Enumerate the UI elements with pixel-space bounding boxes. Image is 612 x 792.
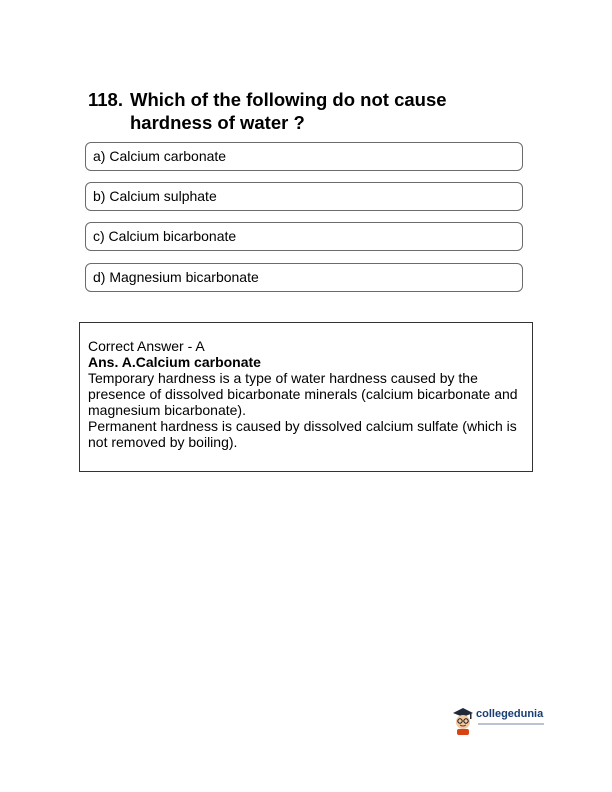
- answer-box: [79, 322, 533, 472]
- answer-explanation-1: Temporary hardness is a type of water hardness caused by the presence of dissolved bicarbonate minerals (calcium bicarbonate and magnesium bicarbonate).: [88, 370, 518, 418]
- option-c[interactable]: c) Calcium bicarbonate: [85, 222, 523, 251]
- option-d[interactable]: d) Magnesium bicarbonate: [85, 263, 523, 292]
- question-text-line1: Which of the following do not cause: [130, 89, 447, 110]
- option-a[interactable]: a) Calcium carbonate: [85, 142, 523, 171]
- collegedunia-logo: [451, 704, 551, 738]
- mascot-icon: [451, 706, 475, 736]
- option-b[interactable]: b) Calcium sulphate: [85, 182, 523, 211]
- logo-tagline: [478, 723, 544, 725]
- answer-title: Ans. A.Calcium carbonate: [88, 354, 261, 370]
- correct-answer-label: Correct Answer - A: [88, 338, 205, 354]
- answer-explanation-2: Permanent hardness is caused by dissolved calcium sulfate (which is not removed by boiling).: [88, 418, 517, 450]
- logo-wordmark: collegedunia: [476, 708, 544, 720]
- question-heading: [88, 88, 528, 134]
- question-number: 118.: [88, 89, 123, 110]
- question-text-line2: hardness of water ?: [130, 112, 305, 133]
